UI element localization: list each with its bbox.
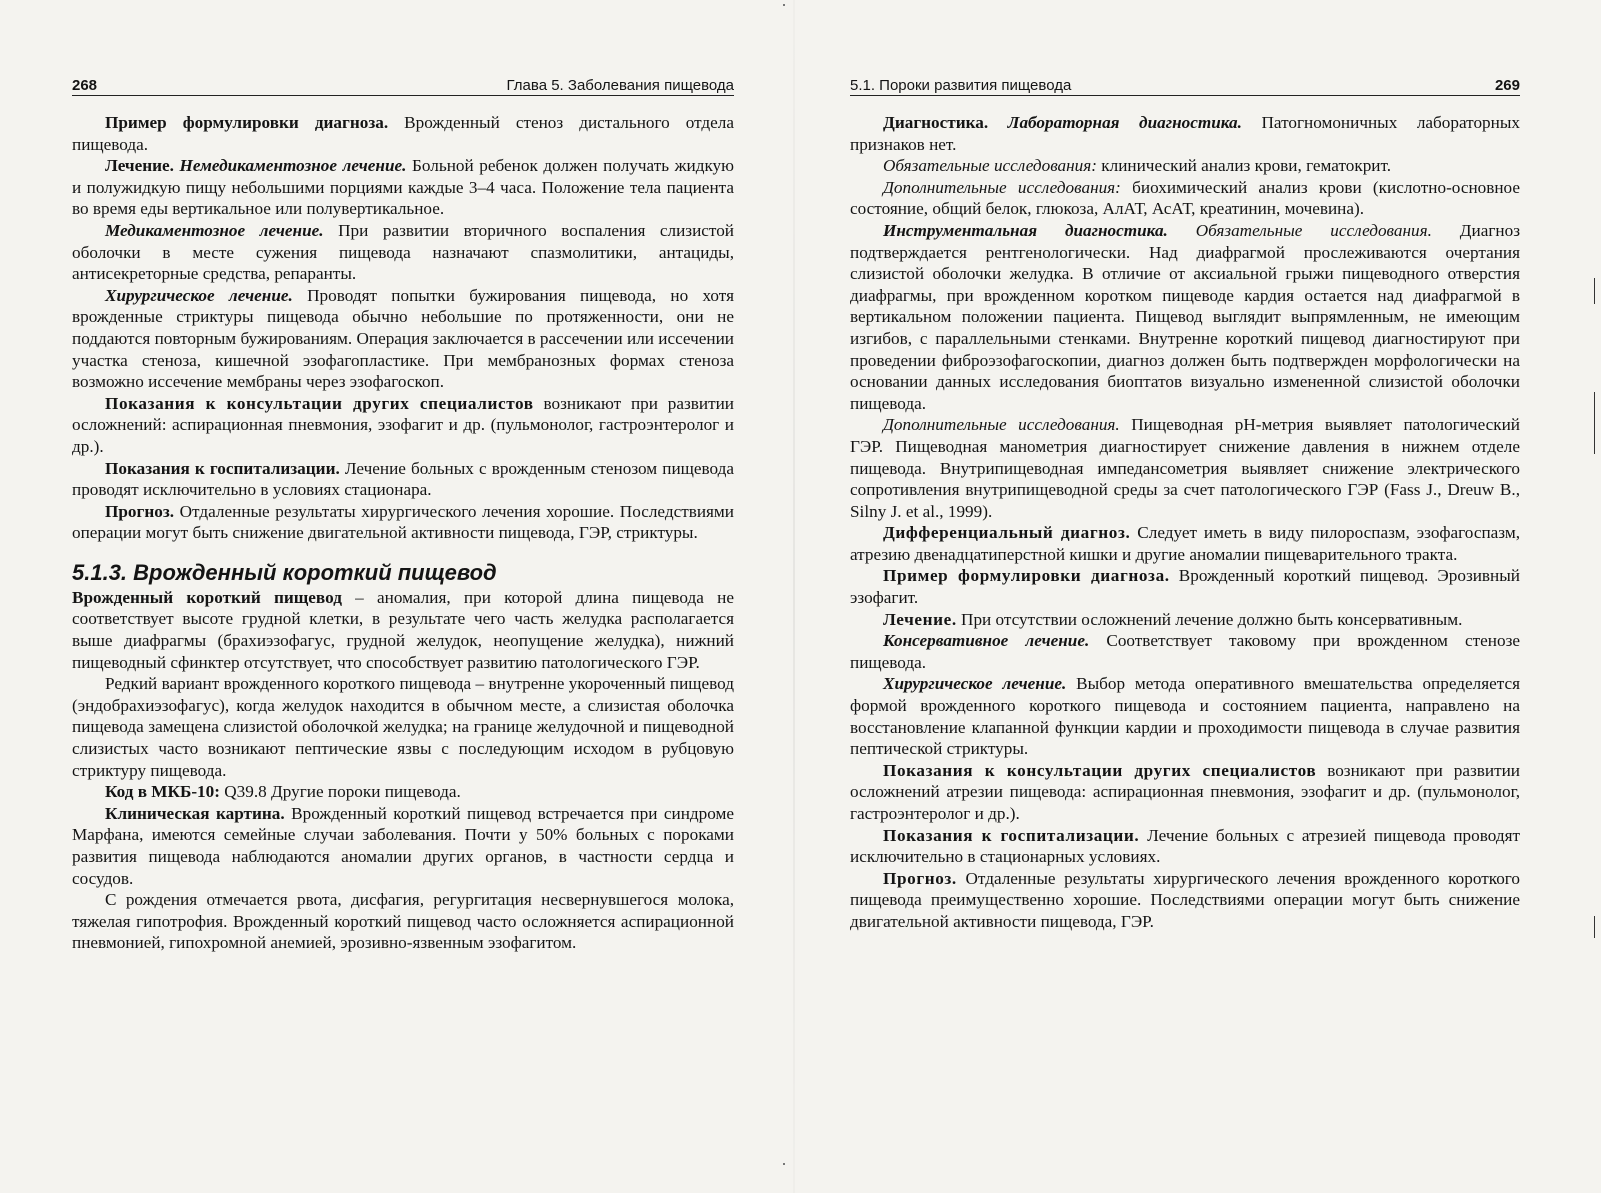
section-title: 5.1.3. Врожденный короткий пищевод — [72, 559, 497, 585]
term: Прогноз. — [105, 501, 175, 521]
paragraph — [850, 760, 1520, 825]
term: Показания к госпитализации. — [105, 458, 340, 478]
paragraph — [850, 673, 1520, 759]
paragraph — [850, 609, 1520, 631]
paragraph — [72, 155, 734, 220]
paragraph-text: возникают при развитии осложнений: аспирационная пневмония, эзофагит и др. (пульмонолог, гастроэнтеролог и др.). — [72, 393, 734, 456]
paragraph — [72, 220, 734, 285]
paragraph-text: Отдаленные результаты хирургического лечения хорошие. Последствиями операции могут быть снижение двигательной активности пищевода, ГЭР, стриктуры. — [72, 501, 734, 543]
paragraph — [850, 630, 1520, 673]
paragraph-text: Выбор метода оперативного вмешательства определяется формой врожденного короткого пищевода и состоянием пациента, направлено на восстановление клапанной функции кардии и проходимости пищевода в случае развития пептической стриктуры. — [850, 674, 1520, 759]
paragraph — [72, 112, 734, 155]
running-head: Глава 5. Заболевания пищевода — [506, 77, 734, 94]
page-number: 268 — [72, 77, 98, 94]
paragraph: С рождения отмечается рвота, дисфагия, регургитация несвернувшегося молока, тяжелая гипотрофия. Врожденный короткий пищевод часто осложняется аспирационной пневмонией, гипохромной анемией, эрозивно-язвенным эзофагитом. — [72, 890, 734, 953]
term: Лечение. — [883, 609, 957, 629]
subterm: Дополнительные исследования: — [883, 177, 1121, 197]
term: Лечение. — [105, 156, 174, 176]
page-number: 269 — [1494, 77, 1520, 94]
subterm: Обязательные исследования. — [1167, 220, 1432, 240]
paragraph-text: Диагноз подтверждается рентгенологически. Над диафрагмой прослеживаются очертания слизистой оболочки желудка. В отличие от аксиальной грыжи пищеводного отверстия диафрагмы, при врожденном коротком пищеводе кардия остается над диафрагмой в вертикальном положении пациента. Пищевод выглядит выпрямленным, не имеющим изгибов, с параллельными стенками. Внутренне короткий пищевод диагностируют при проведении фиброэзофагоскопии, диагноз должен быть подтвержден морфологически на основании данных исследования биоптатов визуально измененной слизистой оболочки пищевода. — [850, 220, 1520, 413]
paragraph-text: Врожденный короткий пищевод встречается при синдроме Марфана, имеются семейные случаи заболевания. Почти у 50% больных с пороками развития пищевода наблюдаются аномалии других органов, в частности сердца и сосудов. — [72, 803, 734, 888]
paragraph-text: Врожденный стеноз дистального отдела пищевода. — [72, 113, 734, 154]
left-page-body — [72, 112, 734, 954]
paragraph — [72, 781, 734, 803]
paragraph — [850, 825, 1520, 868]
paragraph-text: Больной ребенок должен получать жидкую и полужидкую пищу небольшими порциями каждые 3–4 часа. Положение тела пациента во время еды вертикальное или полувертикальное. — [72, 156, 734, 219]
paragraph — [850, 522, 1520, 565]
running-head: 5.1. Пороки развития пищевода — [850, 77, 1072, 94]
left-page — [72, 72, 734, 954]
term: Диагностика. — [883, 113, 989, 132]
paragraph — [850, 155, 1520, 177]
term: Дифференциальный диагноз. — [883, 523, 1131, 543]
paragraph-text: При развитии вторичного воспаления слизистой оболочки в месте сужения пищевода назначают спазмолитики, антациды, антисекреторные средства, репаранты. — [72, 220, 734, 284]
subterm: Консервативное лечение. — [883, 631, 1090, 651]
paragraph — [850, 414, 1520, 522]
paragraph-text: клинический анализ крови, гематокрит. — [1096, 156, 1392, 176]
scan-speck — [783, 1163, 785, 1165]
paragraph-text: Врожденный короткий пищевод. Эрозивный эзофагит. — [850, 566, 1520, 608]
term: Показания к консультации других специалистов — [105, 393, 534, 413]
paragraph — [850, 112, 1520, 155]
paragraph — [72, 458, 734, 501]
term: Показания к консультации других специалистов — [883, 760, 1317, 780]
paragraph — [72, 501, 734, 544]
term: Прогноз. — [883, 868, 957, 888]
paragraph — [72, 803, 734, 889]
paragraph — [850, 565, 1520, 608]
paragraph-text: Лечение больных с атрезией пищевода проводят исключительно в стационарных условиях. — [850, 825, 1520, 867]
page-gutter — [793, 0, 795, 1193]
paragraph-text: При отсутствии осложнений лечение должно быть консервативным. — [956, 609, 1463, 629]
right-page-header — [850, 72, 1520, 96]
paragraph — [72, 587, 734, 673]
paragraph-text: Q39.8 Другие пороки пищевода. — [219, 782, 461, 802]
page-edge-line — [1594, 278, 1595, 304]
paragraph — [850, 220, 1520, 414]
paragraph: Редкий вариант врожденного короткого пищевода – внутренне укороченный пищевод (эндобрахиэзофагус), когда желудок находится в обычном месте, а слизистая оболочка пищевода замещена слизистой оболочкой желудка; на границе желудочной и пищеводной слизистых часто возникают пептические язвы с последующим исходом в рубцовую стриктуру пищевода. — [72, 674, 734, 780]
term: Показания к госпитализации. — [883, 825, 1140, 845]
paragraph-text: Проводят попытки бужирования пищевода, но хотя врожденные стриктуры пищевода обычно небольшие по протяженности, они не поддаются повторным бужированиям. Операция заключается в рассечении или иссечении участка стеноза, кишечной эзофагопластике. При мембранозных формах стеноза возможно иссечение мембраны через эзофагоскоп. — [72, 285, 734, 392]
subterm: Медикаментозное лечение. — [105, 220, 324, 240]
paragraph-text: Пищеводная рН-метрия выявляет патологический ГЭР. Пищеводная манометрия диагностирует снижение давления в нижнем отделе пищевода. Внутрипищеводная импедансометрия выявляет снижение электрического сопротивления внутрипищеводной среды за счет патологического ГЭР (Fass J., Dreuw B., Silny J. et al., 1999). — [850, 415, 1521, 521]
subterm: Немедикаментозное лечение. — [173, 156, 407, 176]
subterm: Обязательные исследования: — [883, 156, 1097, 176]
term: Код в МКБ-10: — [105, 782, 220, 802]
term: Пример формулировки диагноза. — [883, 566, 1170, 586]
term: Клиническая картина. — [105, 803, 285, 823]
term: Врожденный короткий пищевод — [72, 587, 342, 607]
subterm: Хирургическое лечение. — [105, 285, 293, 305]
paragraph-text: Соответствует таковому при врожденном стенозе пищевода. — [850, 631, 1520, 672]
paragraph-text: Лечение больных с врожденным стенозом пищевода проводят исключительно в условиях стационара. — [72, 458, 734, 500]
subterm: Хирургическое лечение. — [883, 674, 1067, 694]
left-page-header — [72, 72, 734, 96]
paragraph — [850, 177, 1520, 220]
paragraph-text: – аномалия, при которой длина пищевода не соответствует высоте грудной клетки, в результате чего часть желудка располагается выше диафрагмы (брахиэзофагус, грудной желудок, неопущение желудка), нижний пищеводный сфинктер отсутствует, что способствует развитию патологического ГЭР. — [72, 587, 735, 672]
paragraph-text: возникают при развитии осложнений атрезии пищевода: аспирационная пневмония, эзофагит и др. (пульмонолог, гастроэнтеролог и др.). — [850, 760, 1520, 823]
paragraph-text: Патогномоничных лабораторных признаков нет. — [850, 113, 1520, 154]
right-page-body — [850, 112, 1520, 933]
term: Пример формулировки диагноза. — [105, 113, 389, 132]
paragraph — [850, 868, 1520, 933]
page-edge-line — [1594, 916, 1595, 938]
subterm: Дополнительные исследования. — [883, 415, 1120, 435]
right-page — [850, 72, 1520, 933]
subterm: Лабораторная диагностика. — [988, 113, 1242, 132]
paragraph — [72, 393, 734, 458]
paragraph-text: биохимический анализ крови (кислотно-основное состояние, общий белок, глюкоза, АлАТ, АсАТ, креатинин, мочевина). — [850, 177, 1520, 219]
subterm: Инструментальная диагностика. — [883, 220, 1168, 240]
scan-speck — [783, 4, 785, 6]
paragraph-text: Следует иметь в виду пилороспазм, эзофагоспазм, атрезию двенадцатиперстной кишки и другие аномалии пищеварительного тракта. — [850, 523, 1520, 564]
page-edge-line — [1594, 392, 1595, 454]
paragraph-text: Отдаленные результаты хирургического лечения врожденного короткого пищевода преимущественно хорошие. Последствиями операции могут быть снижение двигательной активности пищевода, ГЭР. — [850, 868, 1520, 931]
paragraph — [72, 285, 734, 393]
